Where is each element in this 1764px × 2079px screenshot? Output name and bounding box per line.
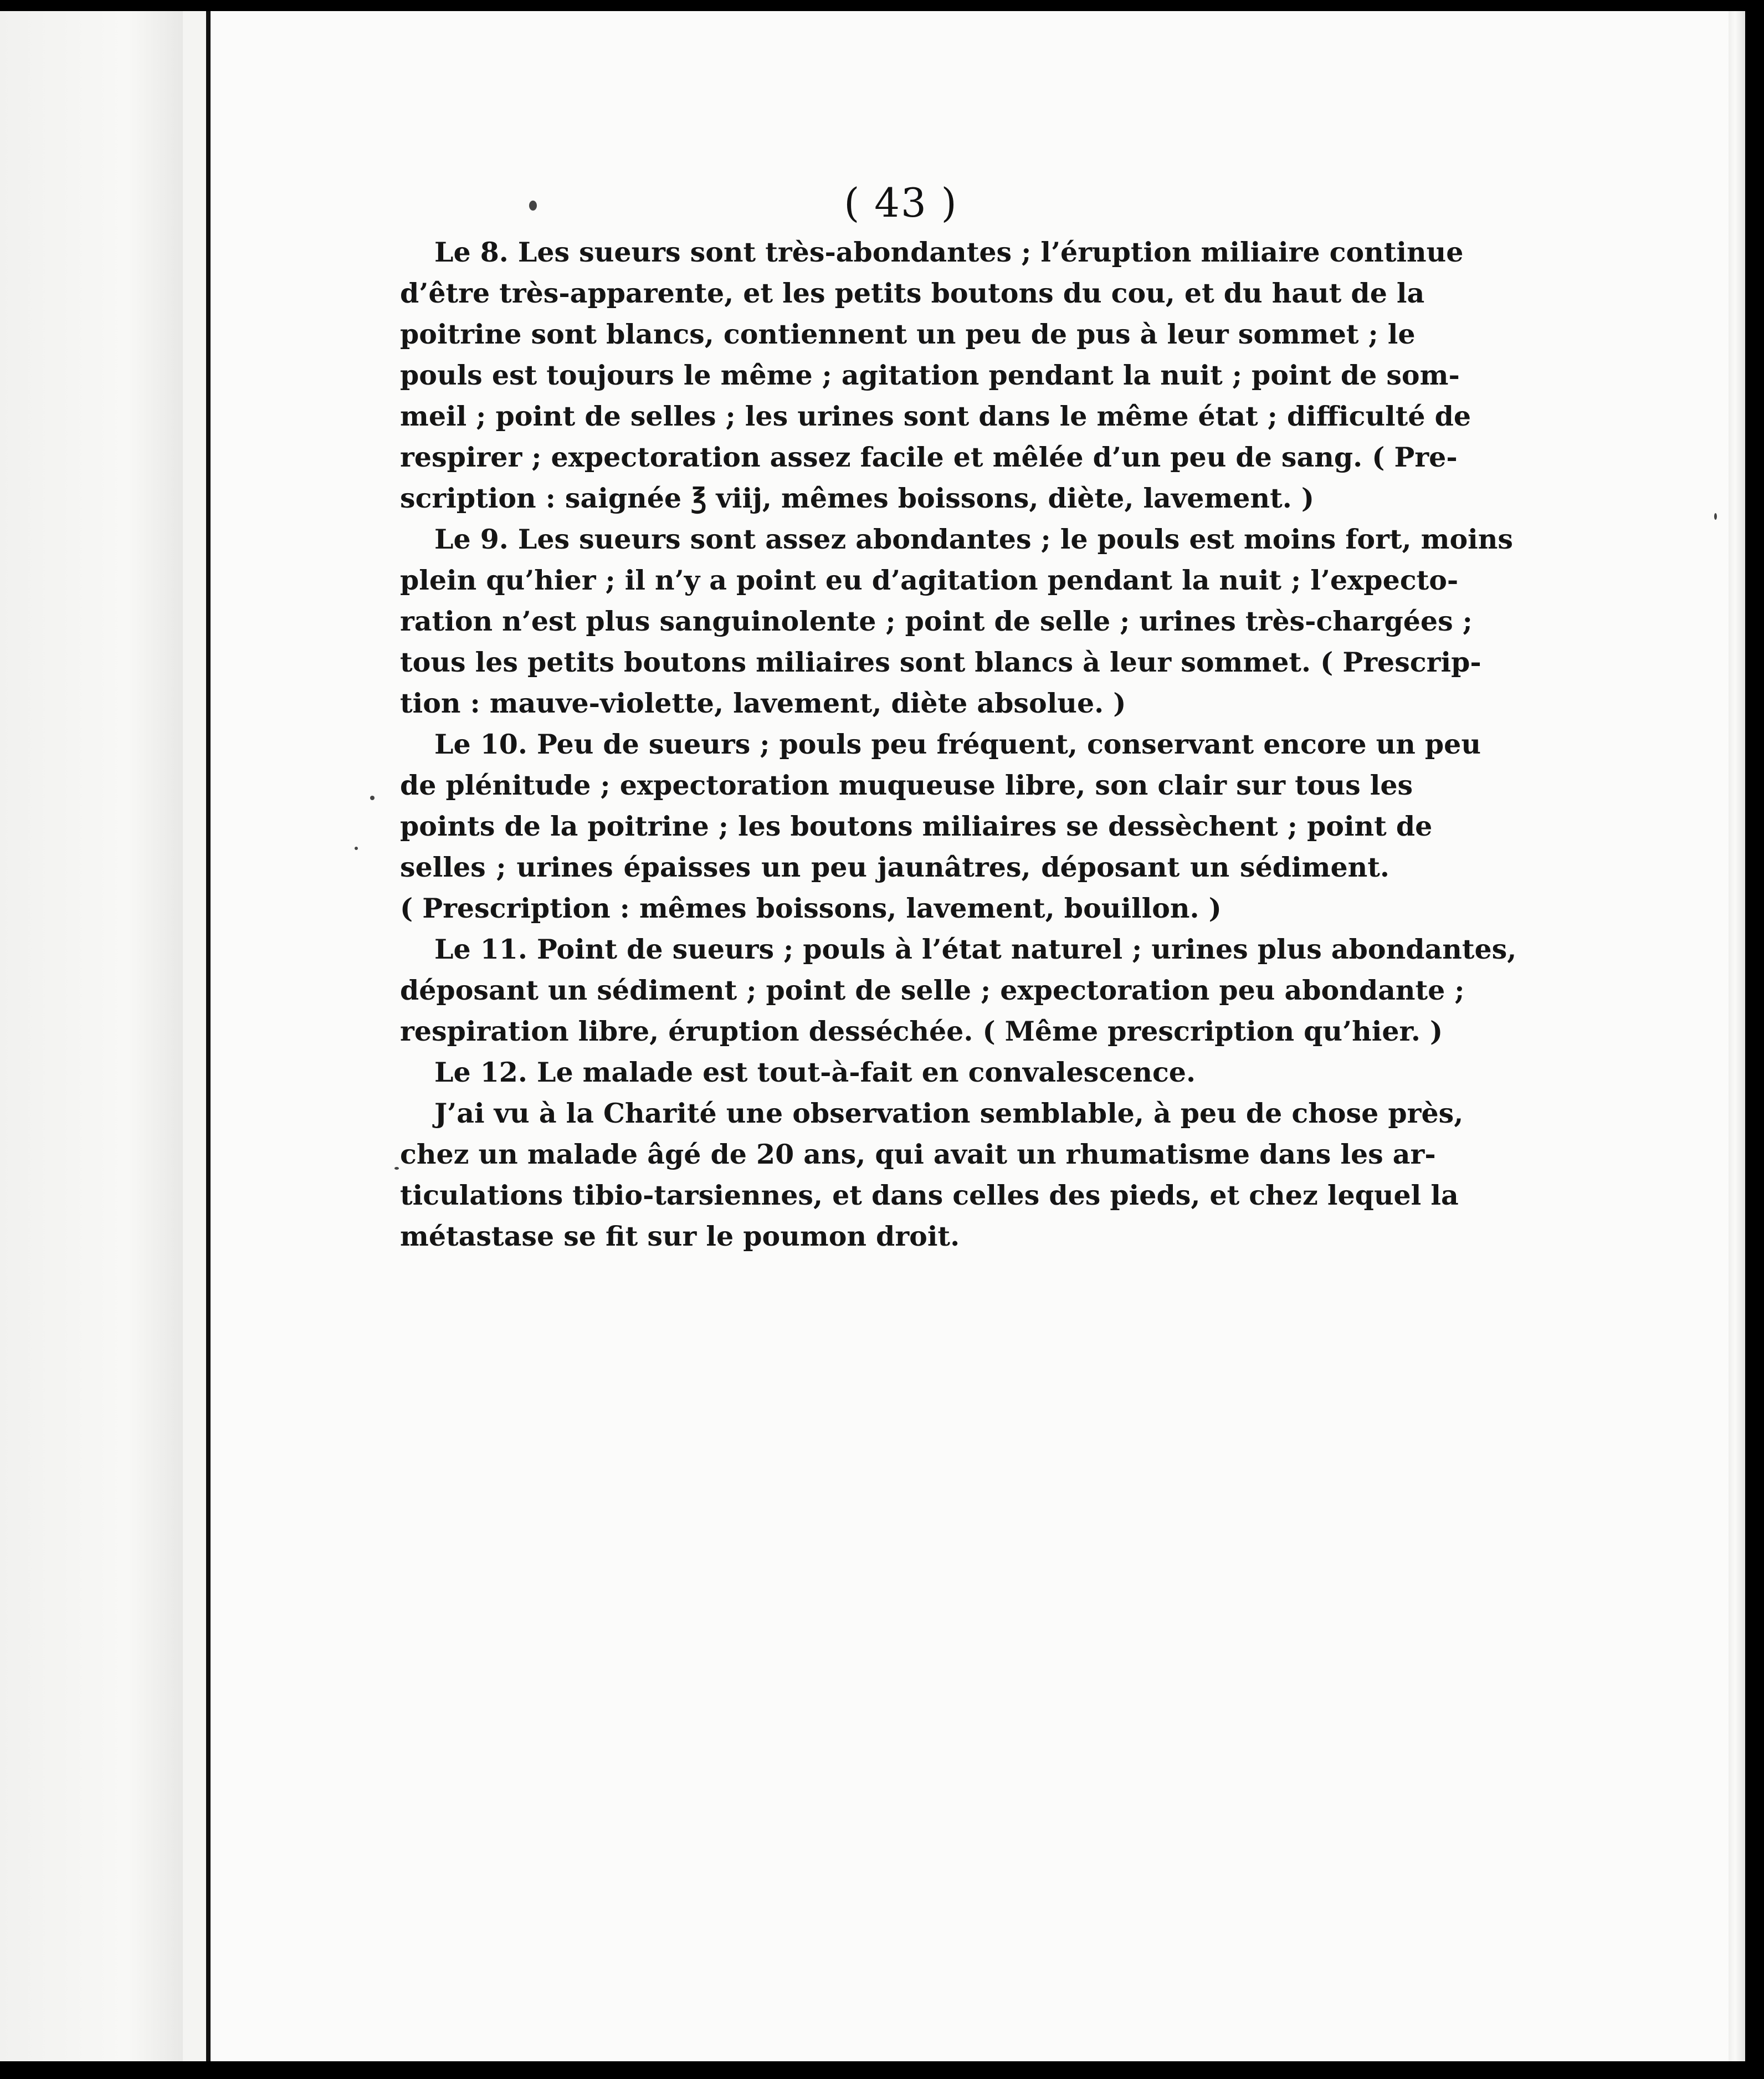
text-line: plein qu’hier ; il n’y a point eu d’agitation pendant la nuit ; l’expecto-	[400, 564, 1459, 596]
scan-speck	[1714, 513, 1717, 520]
text-line: métastase se fit sur le poumon droit.	[400, 1220, 960, 1252]
text-line: d’être très-apparente, et les petits boutons du cou, et du haut de la	[400, 277, 1425, 309]
scan-speck	[355, 847, 358, 850]
text-line: ration n’est plus sanguinolente ; point de selle ; urines très-chargées ;	[400, 605, 1473, 637]
text-line: points de la poitrine ; les boutons miliaires se dessèchent ; point de	[400, 810, 1433, 842]
page-edge	[1729, 11, 1745, 2061]
text-line: poitrine sont blancs, contiennent un peu de pus à leur sommet ; le	[400, 318, 1416, 350]
text-line: respiration libre, éruption desséchée. ( Même prescription qu’hier. )	[400, 1015, 1443, 1047]
text-line: pouls est toujours le même ; agitation pendant la nuit ; point de som-	[400, 359, 1460, 391]
text-line: Le 10. Peu de sueurs ; pouls peu fréquent, conservant encore un peu	[434, 728, 1481, 760]
scan-speck	[394, 1167, 399, 1170]
text-line: J’ai vu à la Charité une observation semblable, à peu de chose près,	[434, 1097, 1464, 1129]
scan-speck	[370, 796, 375, 800]
text-line: respirer ; expectoration assez facile et mêlée d’un peu de sang. ( Pre-	[400, 441, 1458, 473]
text-line: déposant un sédiment ; point de selle ; expectoration peu abondante ;	[400, 974, 1465, 1006]
text-line: meil ; point de selles ; les urines sont dans le même état ; difficulté de	[400, 400, 1471, 432]
scan-speck	[529, 201, 537, 211]
page-number: ( 43 )	[844, 180, 958, 226]
text-line: Le 11. Point de sueurs ; pouls à l’état naturel ; urines plus abondantes,	[434, 933, 1517, 965]
left-facing-page	[0, 11, 212, 2061]
text-line: tion : mauve-violette, lavement, diète absolue. )	[400, 687, 1126, 719]
text-line: ticulations tibio-tarsiennes, et dans celles des pieds, et chez lequel la	[400, 1179, 1459, 1211]
left-page-surface	[0, 11, 183, 2061]
text-line: selles ; urines épaisses un peu jaunâtres, déposant un sédiment.	[400, 851, 1389, 883]
text-line: de plénitude ; expectoration muqueuse libre, son clair sur tous les	[400, 769, 1413, 801]
text-line: tous les petits boutons miliaires sont blancs à leur sommet. ( Prescrip-	[400, 646, 1481, 678]
text-line: Le 8. Les sueurs sont très-abondantes ; l’éruption miliaire continue	[434, 236, 1464, 268]
text-line: chez un malade âgé de 20 ans, qui avait un rhumatisme dans les ar-	[400, 1138, 1436, 1170]
text-line: Le 9. Les sueurs sont assez abondantes ; le pouls est moins fort, moins	[434, 523, 1514, 555]
text-line: Le 12. Le malade est tout-à-fait en convalescence.	[434, 1056, 1196, 1088]
text-line: ( Prescription : mêmes boissons, lavement, bouillon. )	[400, 892, 1222, 924]
text-line: scription : saignée ℥ viij, mêmes boissons, diète, lavement. )	[400, 482, 1315, 514]
body-text	[400, 232, 1517, 1257]
